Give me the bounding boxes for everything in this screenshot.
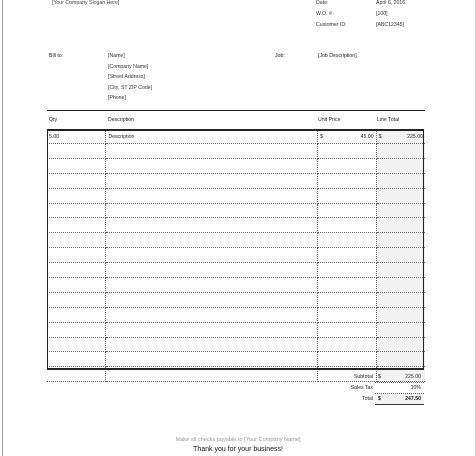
currency-symbol: $ xyxy=(320,134,324,140)
bill-city: [City, ST ZIP Code] xyxy=(108,85,153,91)
unit-price-cell xyxy=(318,129,376,144)
total-label: Total xyxy=(362,396,373,402)
bill-to-label: Bill to: xyxy=(49,53,64,59)
table-row xyxy=(47,218,425,233)
page-left-border xyxy=(2,0,3,456)
company-slogan: [Your Company Slogan Here] xyxy=(52,0,120,6)
bill-name: [Name] xyxy=(108,53,125,59)
table-row xyxy=(47,337,425,352)
line-total-value: 225.00 xyxy=(407,134,423,140)
table-row xyxy=(47,158,425,173)
table-row xyxy=(47,173,425,188)
table-row xyxy=(47,233,425,248)
job-description: [Job Description] xyxy=(318,53,357,59)
sales-tax-box xyxy=(375,383,424,394)
table-row xyxy=(47,203,425,218)
currency-symbol: $ xyxy=(378,134,382,140)
table-row xyxy=(47,278,425,293)
col-unit-price-header: Unit Price xyxy=(318,117,341,123)
header-divider xyxy=(47,110,425,111)
table-row xyxy=(47,129,425,144)
subtotal-value: 225.00 xyxy=(405,374,421,380)
col-line-total-header: Line Total xyxy=(377,117,400,123)
currency-symbol: $ xyxy=(378,396,381,402)
line-total-cell xyxy=(376,129,425,144)
table-row xyxy=(47,263,425,278)
customer-id-label: Customer ID: xyxy=(316,22,347,28)
job-label: Job: xyxy=(275,53,285,59)
table-row xyxy=(47,307,425,322)
table-row xyxy=(47,188,425,203)
qty-cell: 5.00 xyxy=(47,129,106,144)
table-row xyxy=(47,292,425,307)
total-box xyxy=(375,394,424,405)
description-cell: Description xyxy=(106,129,318,144)
subtotal-box xyxy=(375,372,424,383)
date-label: Date: xyxy=(316,0,329,6)
work-order-label: W.O. # xyxy=(316,11,332,17)
currency-symbol: $ xyxy=(378,374,381,380)
line-items-table xyxy=(47,129,425,382)
customer-id-value: [ABC12345] xyxy=(376,22,404,28)
table-row xyxy=(47,144,425,159)
subtotal-label: Subtotal xyxy=(353,374,373,380)
bill-street: [Street Address] xyxy=(108,74,145,80)
unit-price-value: 45.00 xyxy=(360,134,374,140)
bill-phone: [Phone] xyxy=(108,95,126,101)
table-row xyxy=(47,352,425,367)
bill-company: [Company Name] xyxy=(108,64,149,70)
col-qty-header: Qty xyxy=(49,117,58,123)
sales-tax-value: 10% xyxy=(410,385,421,391)
date-value: April 6, 2016 xyxy=(376,0,406,6)
payable-note: Make all checks payable to [Your Company Name] xyxy=(175,437,301,443)
work-order-value: [100] xyxy=(376,11,388,17)
col-description-header: Description xyxy=(108,117,134,123)
sales-tax-label: Sales Tax xyxy=(350,385,373,391)
thank-you-note: Thank you for your business! xyxy=(193,446,283,453)
table-row xyxy=(47,322,425,337)
table-row xyxy=(47,248,425,263)
total-value: 247.50 xyxy=(405,396,421,402)
